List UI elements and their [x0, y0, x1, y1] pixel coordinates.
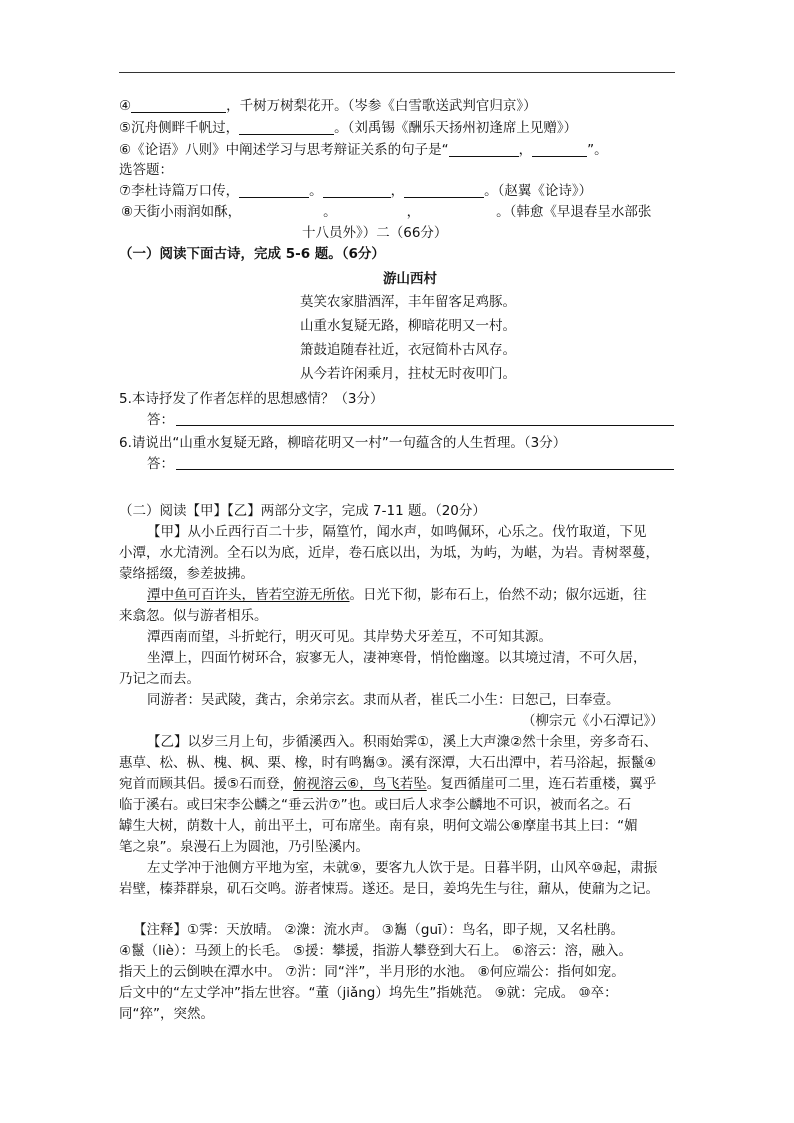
question-5: 5.本诗抒发了作者怎样的思想感情？（3分）	[119, 391, 384, 407]
answer-blank[interactable]	[404, 183, 484, 198]
fill-line-6	[119, 140, 608, 160]
notes-line: 【注释】①霁：天放晴。 ②潨：流水声。 ③雟（guī）：鸟名，即子规，又名杜鹃。	[133, 922, 625, 938]
yi-line-start: 宛首而顾其侣。援⑤石而登，	[119, 776, 294, 792]
poem-line: 箫鼓追随春社近，衣冠简朴古风存。	[300, 342, 516, 358]
yi-paragraph-line: 【乙】以岁三月上旬，步循溪西入。积雨始霁①，溪上大声潨②然十余里，旁多奇石、	[147, 734, 658, 750]
poem-line: 山重水复疑无路，柳暗花明又一村。	[300, 318, 516, 334]
underlined-sentence: 俯视溶云⑥，鸟飞若坠	[293, 776, 427, 792]
fill-8-continuation: 十八员外》）二（66分）	[302, 225, 448, 241]
answer-line-5[interactable]	[176, 424, 674, 426]
jia-paragraph-line: 来翕忽。似与游者相乐。	[119, 608, 268, 624]
yi-paragraph-line: 罅生大树，荫数十人，前出平土，可布席坐。南有泉，明何文端公⑧摩崖书其上曰：“媚	[119, 818, 638, 834]
select-label: 选答题：	[119, 162, 173, 178]
header-rule	[119, 72, 675, 73]
answer-blank[interactable]	[131, 98, 226, 113]
jia-paragraph-line: 乃记之而去。	[119, 671, 200, 687]
yi-paragraph-line: 岩壁，榛莽群泉，矶石交鸣。游者悚焉。遂还。是日，姜坞先生与往，鼐从，使鼐为之记。	[119, 881, 659, 897]
notes-line: 后文中的“左丈学冲”指左世容。“董（jiǎng）坞先生”指姚范。 ⑨就：完成。 ⑩卒：	[119, 985, 618, 1001]
answer-label-5: 答：	[147, 412, 174, 428]
poem-line: 从今若许闲乘月，拄杖无时夜叩门。	[300, 366, 516, 382]
answer-blank[interactable]	[239, 183, 309, 198]
fill-4-number: ④	[119, 98, 132, 114]
fill-4-text: ，千树万树梨花开。（岑参《白雪歌送武判官归京》）	[226, 98, 537, 114]
answer-blank[interactable]	[239, 120, 334, 135]
fill-6-end: ”。	[587, 142, 608, 158]
yi-paragraph-line: 笔之泉”。泉漫石上为圆池，乃引坠溪内。	[119, 839, 369, 855]
fill-7-p2: ，	[390, 183, 405, 199]
answer-blank[interactable]	[532, 142, 587, 157]
fill-7-end: 。（赵翼《论诗》）	[484, 183, 593, 199]
poem-section-heading: （一）阅读下面古诗，完成 5-6 题。（6分）	[119, 246, 385, 262]
jia-paragraph-line: 同游者：吴武陵，龚古，余弟宗玄。隶而从者，崔氏二小生：曰恕己，曰奉壹。	[147, 692, 620, 708]
yi-line-rest: 。复西循崖可二里，连石若重楼，翼乎	[426, 776, 657, 792]
notes-line: ④鬣（liè）：马颈上的长毛。 ⑤援：攀援，指游人攀登到大石上。 ⑥溶云：溶，融入。	[119, 943, 632, 959]
underlined-sentence: 潭中鱼可百许头，皆若空游无所依	[147, 587, 350, 603]
jia-line-rest: 。日光下彻，影布石上，佁然不动；俶尔远逝，往	[349, 587, 647, 603]
jia-source: （柳宗元《小石潭记》）	[522, 713, 664, 729]
yi-paragraph-line: 左丈学冲于池侧方平地为室，未就⑨，要客九人饮于是。日暮半阴，山风卒⑩起，肃振	[147, 860, 658, 876]
yi-paragraph-line: 临于溪右。或曰宋李公麟之“垂云沜⑦”也。或曰后人求李公麟地不可识，被而名之。石	[119, 797, 632, 813]
fill-7-start: ⑦李杜诗篇万口传，	[119, 183, 240, 199]
fill-7-p1: 。	[309, 183, 323, 199]
poem-line: 莫笑农家腊酒浑，丰年留客足鸡豚。	[300, 294, 516, 310]
jia-paragraph-line: 【甲】从小丘西行百二十步，隔篁竹，闻水声，如鸣佩环，心乐之。伐竹取道，下见	[147, 524, 647, 540]
jia-underlined-line	[147, 585, 647, 605]
fill-6-start: ⑥《论语》八则》中阐述学习与思考辩证关系的句子是“	[119, 142, 449, 158]
fill-8-start: ⑧天街小雨润如酥，	[121, 204, 242, 220]
fill-8-p2: ，	[406, 204, 421, 220]
prose-section-heading: （二）阅读【甲】【乙】两部分文字，完成 7-11 题。（20分）	[119, 503, 486, 519]
notes-line: 同“猝”，突然。	[119, 1006, 214, 1022]
poem-title: 游山西村	[383, 271, 437, 287]
yi-paragraph-line: 惠草、松、枞、槐、枫、栗、橡，时有鸣雟③。溪有深潭，大石出潭中，若马浴起，振鬣④	[119, 755, 657, 771]
answer-blank[interactable]	[449, 142, 519, 157]
fill-6-mid: ，	[518, 142, 533, 158]
fill-8-p1: 。	[323, 204, 337, 220]
fill-8-end: 。（韩愈《早退春呈水部张	[496, 204, 652, 220]
jia-paragraph-line: 坐潭上，四面竹树环合，寂寥无人，凄神寒骨，悄怆幽邃。以其境过清，不可久居，	[147, 650, 647, 666]
answer-label-6: 答：	[147, 456, 174, 472]
answer-line-6[interactable]	[176, 468, 674, 470]
yi-underlined-line	[119, 774, 656, 794]
fill-5-end: 。（刘禹锡《酬乐天扬州初逢席上见赠》）	[334, 120, 578, 136]
question-6: 6.请说出“山重水复疑无路，柳暗花明又一村”一句蕴含的人生哲理。（3分）	[119, 435, 567, 451]
jia-paragraph-line: 蒙络摇缀，参差披拂。	[119, 566, 254, 582]
fill-line-8	[121, 202, 651, 222]
notes-line: 指天上的云倒映在潭水中。 ⑦沜：同“泮”，半月形的水池。 ⑧何应端公：指何如宠。	[119, 964, 625, 980]
fill-line-4	[119, 96, 537, 116]
jia-paragraph-line: 潭西南而望，斗折蛇行，明灭可见。其岸势犬牙差互，不可知其源。	[147, 629, 552, 645]
answer-blank[interactable]	[323, 183, 391, 198]
fill-line-7	[119, 181, 592, 201]
fill-5-start: ⑤沉舟侧畔千帆过，	[119, 120, 240, 136]
jia-paragraph-line: 小潭，水尤清洌。全石以为底，近岸，卷石底以出，为坻，为屿，为嵁，为岩。青树翠蔓，	[119, 545, 659, 561]
fill-line-5	[119, 118, 577, 138]
